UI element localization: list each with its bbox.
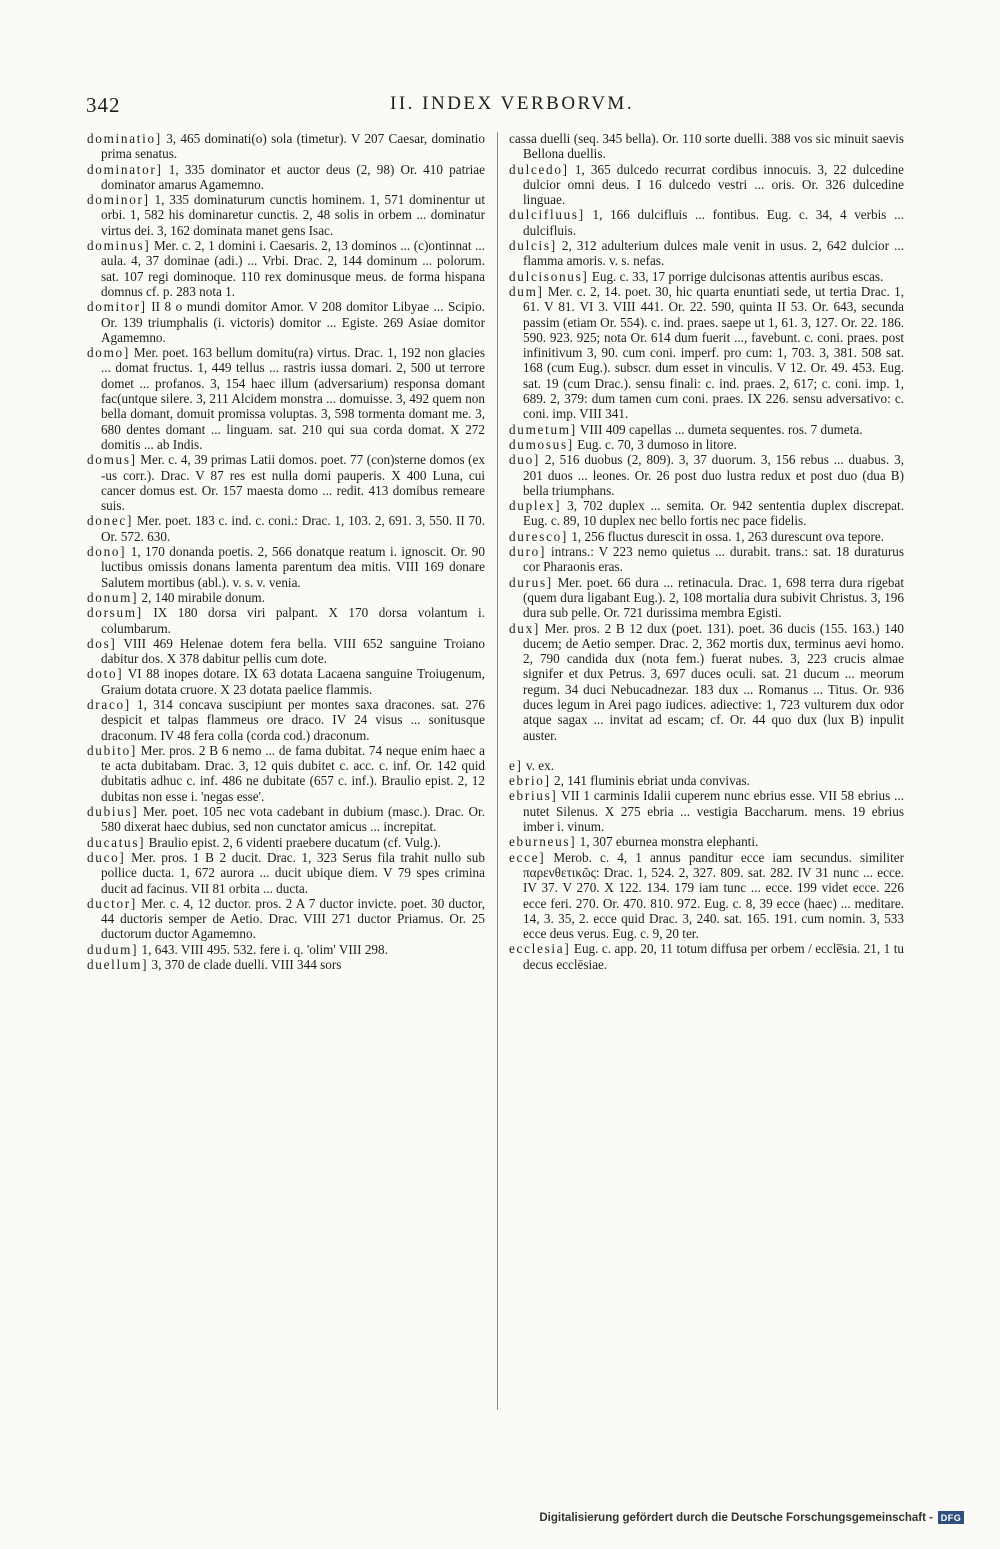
entry-headword: dulcisonus] (509, 268, 589, 284)
index-entry (87, 896, 485, 942)
index-entry (509, 284, 904, 422)
index-entry (87, 513, 485, 544)
entry-headword: donec] (87, 513, 134, 529)
index-entry (87, 666, 485, 697)
index-entry (87, 636, 485, 667)
index-entry (509, 773, 904, 788)
index-entry (509, 544, 904, 575)
entry-headword: ebrio] (509, 773, 551, 789)
running-title: II. INDEX VERBORVM. (390, 93, 635, 114)
entry-headword: ducatus] (87, 834, 146, 850)
entry-headword: donum] (87, 589, 139, 605)
index-entry (87, 192, 485, 238)
entry-text: Eug. c. 33, 17 porrige dulcisonas attentis auribus escas. (588, 268, 884, 284)
entry-headword: ecclesia] (509, 941, 571, 957)
index-entry (87, 942, 485, 957)
entry-text: II 8 o mundi domitor Amor. V 208 domitor Libyae ... Scipio. Or. 139 triumphalis (i. victoris) domitor ... Egiste. 269 Asiae domitor Agamemno. (101, 299, 485, 345)
entry-text: Mer. poet. 183 c. ind. c. coni.: Drac. 1, 103. 2, 691. 3, 550. II 70. Or. 572. 630. (101, 513, 485, 544)
index-entry (509, 131, 904, 162)
entry-text: 1, 643. VIII 495. 532. fere i. q. 'olim' VIII 298. (138, 941, 388, 957)
index-entry (87, 850, 485, 896)
entry-headword: duplex] (509, 498, 562, 514)
entry-headword: dos] (87, 635, 117, 651)
entry-headword: durus] (509, 574, 553, 590)
entry-headword: dulcedo] (509, 161, 569, 177)
entry-text: 1, 314 concava suscipiunt per montes saxa dracones. sat. 276 despicit et talpas flammeus ore draco. IV 24 visus ... sonitusque draconum. IV 48 fera colla (corda cod.) draconum. (101, 696, 485, 743)
index-entry (509, 788, 904, 834)
entry-headword: domo] (87, 345, 130, 361)
entry-text: cassa duelli (seq. 345 bella). Or. 110 sorte duelli. 388 vos sic minuit saevis Bellona duellis. (509, 131, 904, 162)
entry-headword: dominatio] (87, 131, 162, 146)
entry-text: 3, 370 de clade duelli. VIII 344 sors (148, 957, 342, 973)
index-entry (509, 850, 904, 942)
entry-headword: doto] (87, 666, 124, 682)
entry-text: 2, 141 fluminis ebriat unda convivas. (550, 773, 750, 789)
entry-headword: dominor] (87, 192, 150, 208)
index-entry (509, 621, 904, 743)
entry-text: Eug. c. app. 20, 11 totum diffusa per orbem / eccle̅sia. 21, 1 tu decus ecclēsiae. (523, 941, 904, 972)
index-entry (509, 269, 904, 284)
index-entry (87, 605, 485, 636)
entry-text: Mer. poet. 66 dura ... retinacula. Drac. 1, 698 terra dura rigebat (quem dura ligabant Eug.). 2, 108 mortalia dura subivit Christus. 3, 196 dura sub pelle. Or. 721 durissima membra Egisti. (523, 574, 904, 621)
entry-headword: dumosus] (509, 436, 574, 452)
entry-text: Mer. poet. 163 bellum domitu(ra) virtus. Drac. 1, 192 non glacies ... domat fructus. 1, 449 tellus ... rastris iussa domari. 2, 500 ut terrore domet ... profanos. 3, 154 haec illum (adversarium) responsa domant fac(untque silere. 3, 211 Alcidem monstra ... domuisse. 3, 492 quem non bella domant, domuit promissa voluptas. 3, 598 tormenta domant me. 3, 680 dentes domant ... linguam. sat. 210 qui sua corda domat. X 272 domitis ... ab Indis. (101, 345, 485, 452)
entry-text: VIII 409 capellas ... dumeta sequentes. ros. 7 dumeta. (576, 421, 863, 437)
entry-text: Mer. c. 4, 39 primas Latii domos. poet. 77 (con)sterne domos (ex -us corr.). Drac. V 87 res est nulla domi pauperis. X 400 Luna, cui cancer domus est. Or. 157 maesta domo ... redit. 413 domibus remeare suis. (101, 452, 485, 514)
entry-text: 1, 365 dulcedo recurrat cordibus innocuis. 3, 22 dulcedine dulcior omni deus. I 16 dulcedo vestri ... oris. Or. 326 dulcedine linguae. (523, 161, 904, 208)
entry-text: v. ex. (522, 757, 555, 773)
entry-text: 1, 256 fluctus durescit in ossa. 1, 263 durescunt ova tepore. (568, 528, 885, 544)
entry-text: 3, 702 duplex ... semita. Or. 942 sententia duplex discrepat. Eug. c. 89, 10 duplex nec bello fortis nec pace fidelis. (523, 498, 904, 529)
entry-text: 2, 312 adulterium dulces male venit in usus. 2, 642 dulcior ... flamma amoris. v. s. nefas. (523, 238, 904, 269)
index-entry (509, 834, 904, 849)
entry-text: VI 88 inopes dotare. IX 63 dotata Lacaena sanguine Troiugenum, Graium dotata cruore. X 23 dotata paelice flammis. (101, 666, 485, 697)
entry-text: Merob. c. 4, 1 annus panditur ecce iam secundus. similiter παρενθετικῶς: Drac. 1, 524. 2, 327. 809. sat. 282. IV 31 nunc ... ecce. IV 37. V 270. X 122. 134. 179 iam tunc ... ecce. 199 videt ecce. 226 ecce feri. 270. Or. 470. 810. 972. Eug. c. 8, 39 ecce (haec) ... meditare. 14, 3. 35, 2. ecce quid Drac. 3, 240. sat. 165. 191. cum nomin. 3, 533 ecce deus verus. Eug. c. 9, 20 ter. (523, 849, 904, 942)
entry-headword: dono] (87, 544, 127, 560)
index-entry (509, 575, 904, 621)
index-entry (87, 957, 485, 972)
entry-text: Mer. pros. 2 B 12 dux (poet. 131). poet. 36 ducis (155. 163.) 140 ducem; de Aetio semper. Drac. 2, 362 mortis dux, terminus aevi homo. 2, 790 candida dux (nota fem.) fuerat nubes. 3, 223 crucis almae signifer et dux Petrus. 3, 697 duces oculi. sat. 21 ducum ... meorum regum. 34 duci Nebucadnezar. 183 dux ... Romanus ... Titus. Or. 936 duces legum in Arei pago iudices. adiective: 1, 723 vulturem dux odor atque sagax ... invitat ad escam; cf. Or. 44 quo dux (lux B) inpulit auster. (523, 620, 904, 743)
entry-text: Mer. c. 2, 14. poet. 30, hic quarta enuntiati sede, ut tertia Drac. 1, 61. V 81. VI 3. VIII 441. Or. 22. 590, quinta II 53. Or. 643, secunda passim (etiam Or. 554). c. ind. praes. saepe ut 1, 61. 3, 127. Or. 22. 186. 590. 923. 925; nota Or. 614 dum fuerit ..., favebunt. c. coni. praes. post infinitivum 3, 90. cum coni. imperf. pro cum: 1, 703. 3, 381. 508 sat. 168 (cum Eug.). subscr. dum esset in vinculis. V 12. Or. 49. 453. Eug. sat. 19 (cum Drac.). sensu finali: c. ind. praes. 2, 617; c. coni. imp. 1, 689. 2, 379: dum tamen cum coni. praes. IX 226. sensu adversativo: c. coni. imp. VIII 341. (523, 283, 904, 422)
index-entry (87, 131, 485, 162)
entry-text: 1, 170 donanda poetis. 2, 566 donatque reatum i. ignoscit. Or. 90 luctibus omissis donans lamenta parentum dea mitis. VIII 169 donare Salutem mortibus (abl.). v. s. v. venia. (101, 544, 485, 590)
index-entry (87, 804, 485, 835)
dfg-logo: DFG (938, 1511, 964, 1524)
entry-headword: dum] (509, 283, 544, 299)
index-entry (87, 743, 485, 804)
index-entry (509, 452, 904, 498)
index-entry (509, 498, 904, 529)
index-entry (87, 544, 485, 590)
entry-headword: ebrius] (509, 788, 558, 804)
entry-headword: duresco] (509, 528, 569, 544)
entry-headword: dubito] (87, 742, 137, 758)
entry-headword: dux] (509, 620, 540, 636)
entry-headword: dorsum] (87, 605, 143, 621)
page-number: 342 (86, 93, 121, 117)
entry-headword: dulcis] (509, 238, 557, 254)
entry-headword: ductor] (87, 895, 137, 911)
entry-text: 1, 335 dominaturum cunctis hominem. 1, 571 dominentur ut orbi. 1, 582 his dominaretur cunctis. 2, 48 solis in orbem ... dominatur virtus dei. 3, 162 dominata manet gens Isac. (101, 192, 485, 238)
index-entry (87, 162, 485, 193)
index-entry (509, 758, 904, 773)
entry-headword: e] (509, 757, 523, 773)
entry-text: 2, 516 duobus (2, 809). 3, 37 duorum. 3, 156 rebus ... duabus. 3, 201 duos ... leones. Or. 26 post duo lustra redux et post duo (dua B) bella triumphans. (523, 452, 904, 498)
index-entry (87, 697, 485, 743)
entry-text: 3, 465 dominati(o) sola (timetur). V 207 Caesar, dominatio prima senatus. (101, 131, 485, 162)
index-entry (509, 941, 904, 972)
left-column (87, 131, 485, 972)
entry-text: intrans.: V 223 nemo quietus ... durabit. trans.: sat. 18 duraturus cor Pharaonis eras. (523, 544, 904, 575)
entry-text: IX 180 dorsa viri palpant. X 170 dorsa volantum i. columbarum. (101, 605, 485, 636)
entry-headword: domitor] (87, 299, 147, 315)
index-entry (87, 345, 485, 452)
entry-headword: eburneus] (509, 834, 577, 850)
index-entry (87, 452, 485, 513)
index-entry (87, 299, 485, 345)
entry-text: Mer. pros. 2 B 6 nemo ... de fama dubitat. 74 neque enim haec a te acta dubitabam. Drac. 3, 12 quis dubitet c. acc. c. inf. Or. 142 quid dubitatis adhuc c. inf. 486 ne dubitate (657 c. inf.). Braulio epist. 2, 12 dubitas non esse i. 'negas esse'. (101, 742, 485, 804)
entry-headword: dulcifluus] (509, 207, 585, 223)
entry-headword: dominator] (87, 161, 163, 177)
entry-headword: duro] (509, 544, 547, 560)
funding-note: Digitalisierung gefördert durch die Deutsche Forschungsgemeinschaft - (539, 1511, 933, 1524)
entry-headword: ecce] (509, 849, 546, 865)
index-entry (87, 238, 485, 299)
entry-headword: dumetum] (509, 421, 577, 437)
entry-headword: duellum] (87, 957, 149, 973)
entry-headword: dudum] (87, 941, 139, 957)
entry-text: 1, 307 eburnea monstra elephanti. (576, 834, 759, 850)
entry-text: Mer. poet. 105 nec vota cadebant in dubium (masc.). Drac. Or. 580 dixerat haec dubius, sed non cunctator amicus ... increpitat. (101, 804, 485, 835)
entry-text: Mer. c. 4, 12 ductor. pros. 2 A 7 ductor invicte. poet. 30 ductor, 44 ductoris semper de Aetio. Drac. VIII 271 ductor Priamus. Or. 25 ductorum ductor Agamemno. (101, 895, 485, 942)
entry-text: Mer. pros. 1 B 2 ducit. Drac. 1, 323 Serus fila trahit nullo sub pollice ducta. 1, 672 aurora ... ducit ubique diem. V 79 spes crimina ducit ad facinus. VII 81 orbita ... ducta. (101, 849, 485, 896)
right-column (509, 131, 904, 972)
entry-text: Braulio epist. 2, 6 videnti praebere ducatum (cf. Vulg.). (145, 834, 441, 850)
entry-headword: domus] (87, 452, 137, 468)
footer-credit (539, 1511, 964, 1524)
entry-text: 2, 140 mirabile donum. (138, 589, 265, 605)
index-entry (87, 590, 485, 605)
index-entry (509, 529, 904, 544)
entry-headword: duco] (87, 849, 126, 865)
index-entry (509, 238, 904, 269)
entry-headword: duo] (509, 452, 540, 468)
index-entry (509, 207, 904, 238)
entry-text: Mer. c. 2, 1 domini i. Caesaris. 2, 13 dominos ... (c)ontinnat ... aula. 4, 37 dominae (adi.) ... Vrbi. Drac. 2, 144 dominum ... polorum. sat. 107 regi dominoque. 110 rex dominusque meus. de forma hispana domnus cf. p. 283 nota 1. (101, 238, 485, 299)
index-entry (87, 835, 485, 850)
entry-text: 1, 166 dulcifluis ... fontibus. Eug. c. 34, 4 verbis ... dulcifluis. (523, 207, 904, 238)
entry-text: 1, 335 dominator et auctor deus (2, 98) Or. 410 patriae dominator amarus Agamemno. (101, 161, 485, 192)
entry-text: Eug. c. 70, 3 dumoso in litore. (573, 436, 737, 452)
index-entry (509, 422, 904, 437)
entry-headword: dubius] (87, 804, 139, 820)
index-entry (509, 437, 904, 452)
entry-headword: draco] (87, 696, 131, 712)
column-divider (497, 132, 498, 1410)
entry-headword: dominus] (87, 238, 151, 254)
entry-text: VII 1 carminis Idalii cuperem nunc ebrius esse. VII 58 ebrius ... nutet Silenus. X 275 ebria ... vestigia Baccharum. mens. 19 ebrius imber i. vinum. (523, 788, 904, 835)
entry-text: VIII 469 Helenae dotem fera bella. VIII 652 sanguine Troiano dabitur dos. X 378 dabitur pellis cum dote. (101, 635, 485, 667)
index-entry (509, 162, 904, 208)
